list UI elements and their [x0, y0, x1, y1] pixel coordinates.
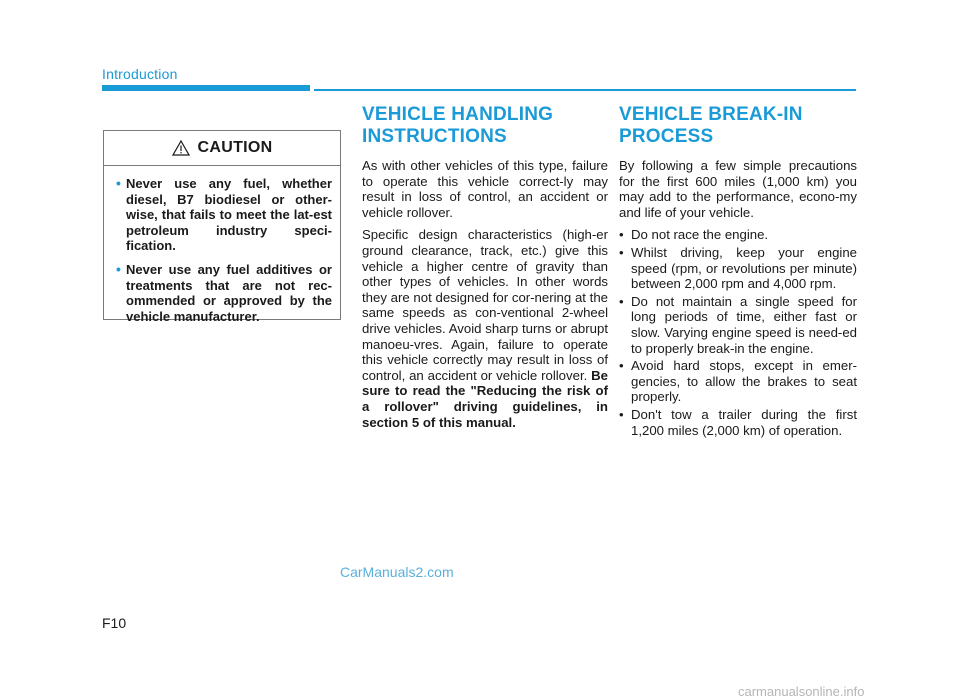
- handling-paragraph-1: As with other vehicles of this type, failure to operate this vehicle correct-ly may result in loss of control, an accident or vehicle rollover.: [362, 158, 608, 220]
- bullet-icon: •: [619, 293, 624, 309]
- breakin-item-text: Avoid hard stops, except in emer-gencies, to allow the brakes to seat properly.: [631, 358, 857, 405]
- page-number: F10: [102, 615, 127, 631]
- caution-item-text: Never use any fuel additives or treatments that are not rec-ommended or approved by the vehicle manufacturer.: [126, 261, 332, 324]
- caution-item: [116, 262, 332, 324]
- breakin-heading-line1: VEHICLE BREAK-IN: [619, 104, 803, 125]
- handling-paragraph-2: [362, 227, 608, 430]
- bullet-icon: •: [619, 227, 624, 243]
- watermark-footer: carmanualsonline.info: [738, 684, 865, 699]
- breakin-item-text: Do not maintain a single speed for long periods of time, either fast or slow. Varying engine speed is need-ed to properly break-in the engine.: [631, 293, 857, 356]
- caution-list: [104, 166, 340, 324]
- handling-heading-line2: INSTRUCTIONS: [362, 126, 507, 147]
- handling-paragraph-2-bold: Be sure to read the "Reducing the risk of a rollover" driving guidelines, in section 5 of this manual.: [362, 367, 608, 430]
- breakin-item-text: Don't tow a trailer during the first 1,200 miles (2,000 km) of operation.: [631, 406, 857, 438]
- handling-section: [362, 104, 608, 437]
- header-rule-thick: [102, 85, 310, 91]
- bullet-icon: •: [116, 260, 121, 277]
- breakin-heading-line2: PROCESS: [619, 126, 714, 147]
- breakin-intro: By following a few simple precautions for the first 600 miles (1,000 km) you may add to the performance, econo-my and life of your vehicle.: [619, 158, 857, 220]
- caution-box: [103, 130, 341, 324]
- breakin-section: [619, 104, 857, 440]
- bullet-icon: •: [116, 175, 121, 191]
- breakin-item-text: Whilst driving, keep your engine speed (rpm, or revolutions per minute) between 2,000 rpm and 4,000 rpm.: [631, 244, 857, 292]
- caution-item: [116, 176, 332, 254]
- section-title: Introduction: [102, 66, 178, 82]
- bullet-icon: •: [619, 406, 624, 422]
- bullet-icon: •: [619, 358, 624, 374]
- caution-item-text: Never use any fuel, whether diesel, B7 biodiesel or other-wise, that fails to meet the lat-est petroleum industry speci-fication.: [126, 176, 332, 254]
- warning-triangle-icon: [172, 140, 190, 156]
- breakin-list: [619, 227, 857, 438]
- watermark-link[interactable]: CarManuals2.com: [340, 564, 454, 580]
- breakin-item: [619, 245, 857, 292]
- caution-header: [104, 131, 340, 166]
- handling-heading: [362, 104, 608, 148]
- bullet-icon: •: [619, 244, 624, 260]
- handling-heading-line1: VEHICLE HANDLING: [362, 104, 554, 125]
- breakin-item: [619, 227, 857, 243]
- breakin-item: [619, 358, 857, 405]
- breakin-heading: [619, 104, 857, 148]
- caution-label: CAUTION: [197, 139, 273, 156]
- breakin-item-text: Do not race the engine.: [631, 227, 769, 243]
- handling-paragraph-2-text: Specific design characteristics (high-er ground clearance, track, etc.) give this vehicle a higher centre of gravity than other types of vehicles. In other words they are not designed for cor-nering at the same speeds as con-ventional 2-wheel drive vehicles. Avoid sharp turns or abrupt manoeu-vres. Again, failure to operate this vehicle correctly may result in loss of control, an accident or vehicle rollover.: [362, 227, 608, 383]
- header-rule-thin: [314, 89, 856, 91]
- breakin-item: [619, 407, 857, 438]
- breakin-item: [619, 294, 857, 356]
